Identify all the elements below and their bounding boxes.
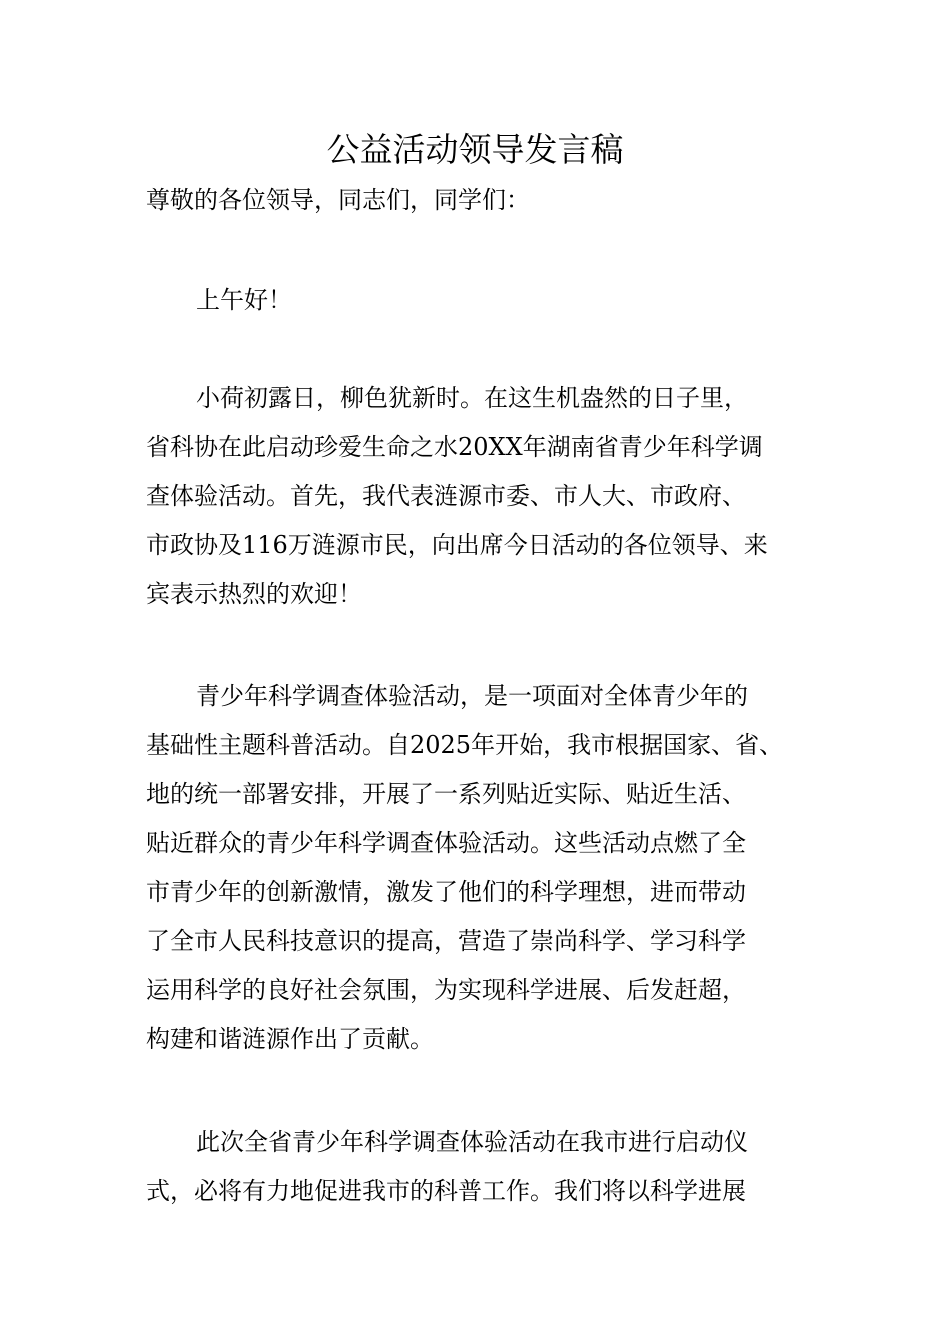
paragraph-line: 运用科学的良好社会氛围，为实现科学进展、后发赶超，	[146, 976, 746, 1004]
paragraph-line: 基础性主题科普活动。自2025年开始，我市根据国家、省、	[146, 731, 784, 759]
paragraph-line: 市政协及116万涟源市民，向出席今日活动的各位领导、来	[146, 531, 768, 559]
paragraph-opening	[146, 374, 836, 619]
paragraph-line: 上午好！	[196, 286, 292, 314]
paragraph-line: 查体验活动。首先，我代表涟源市委、市人大、市政府、	[146, 482, 746, 510]
paragraph-line: 式，必将有力地促进我市的科普工作。我们将以科学进展	[146, 1177, 746, 1205]
paragraph-line: 青少年科学调查体验活动，是一项面对全体青少年的	[196, 682, 748, 710]
paragraph-line: 地的统一部署安排，开展了一系列贴近实际、贴近生活、	[146, 780, 746, 808]
paragraph-line: 小荷初露日，柳色犹新时。在这生机盎然的日子里，	[196, 384, 748, 412]
paragraph-line: 构建和谐涟源作出了贡献。	[146, 1025, 434, 1053]
paragraph-greeting	[146, 276, 836, 325]
paragraph-ceremony	[146, 1118, 836, 1216]
paragraph-line: 贴近群众的青少年科学调查体验活动。这些活动点燃了全	[146, 829, 746, 857]
paragraph-activity	[146, 672, 836, 1064]
paragraph-line: 宾表示热烈的欢迎！	[146, 580, 362, 608]
paragraph-line: 了全市人民科技意识的提高，营造了崇尚科学、学习科学	[146, 927, 746, 955]
paragraph-line: 市青少年的创新激情，激发了他们的科学理想，进而带动	[146, 878, 746, 906]
paragraph-line: 此次全省青少年科学调查体验活动在我市进行启动仪	[196, 1128, 748, 1156]
paragraph-line: 省科协在此启动珍爱生命之水20XX年湖南省青少年科学调	[146, 433, 763, 461]
salutation: 尊敬的各位领导，同志们，同学们：	[146, 186, 530, 214]
document-title: 公益活动领导发言稿	[326, 130, 624, 169]
